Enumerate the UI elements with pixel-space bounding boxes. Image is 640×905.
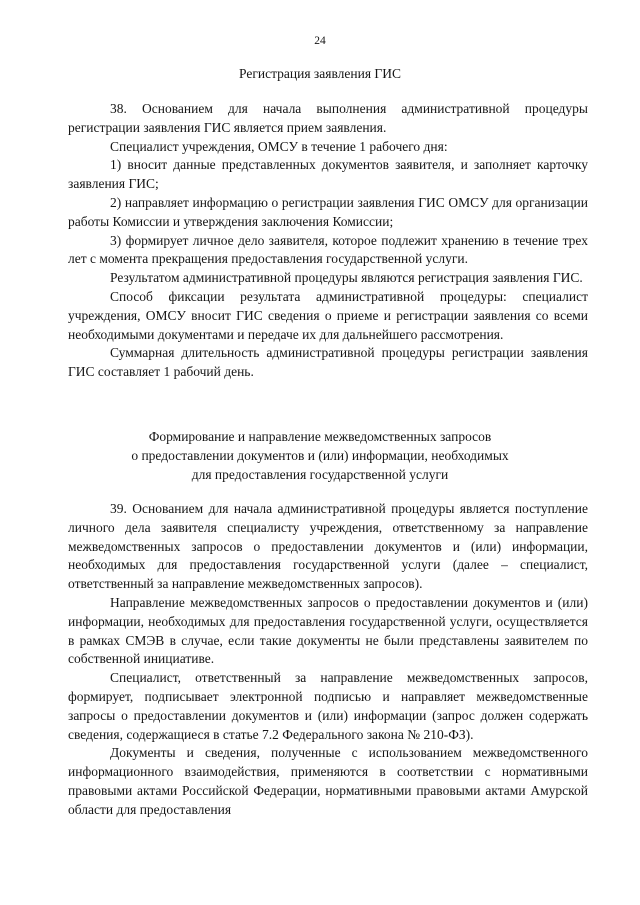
heading-line: Формирование и направление межведомственных запросов — [148, 429, 492, 444]
paragraph-item-2: 2) направляет информацию о регистрации заявления ГИС ОМСУ для организации работы Комиссии и утверждения заключения Комиссии; — [68, 194, 588, 229]
section-heading-interagency-requests — [60, 428, 580, 484]
paragraph-item-3: 3) формирует личное дело заявителя, которое подлежит хранению в течение трех лет с момента прекращения предоставления государственной услуги. — [68, 232, 588, 267]
paragraph-fixation-method: Способ фиксации результата административной процедуры: специалист учреждения, ОМСУ вносит ГИС сведения о приеме и регистрации заявления со всеми необходимыми документами и передаче их для дальнейшего рассмотрения. — [68, 288, 588, 342]
page-number: 24 — [314, 35, 326, 47]
paragraph-duration: Суммарная длительность административной процедуры регистрации заявления ГИС составляет 1 рабочий день. — [68, 345, 588, 380]
heading-line: для предоставления государственной услуги — [191, 466, 449, 482]
section-body-interagency-requests — [68, 500, 588, 820]
paragraph-39: 39. Основанием для начала административной процедуры является поступление личного дела заявителя специалисту учреждения, ответственному за направление межведомственных запросов о предоставлении документов и (или) информации, необходимых для предоставления государственной услуги (далее – специалист, ответственный за направление межведомственных запросов). — [68, 501, 588, 592]
paragraph-request-forming: Специалист, ответственный за направление межведомственных запросов, формирует, подписывает электронной подписью и направляет межведомственные запросы о предоставлении документов и (или) информации (запрос должен содержать сведения, содержащиеся в статье 7.2 Федерального закона № 210-ФЗ). — [68, 670, 588, 742]
paragraph-result: Результатом административной процедуры являются регистрация заявления ГИС. — [110, 270, 583, 286]
section-body-registration — [68, 100, 588, 382]
paragraph-38: 38. Основанием для начала выполнения административной процедуры регистрации заявления ГИС является прием заявления. — [68, 101, 588, 135]
paragraph-request-direction: Направление межведомственных запросов о предоставлении документов и (или) информации, необходимых для предоставления государственной услуги, осуществляется в рамках СМЭВ в случае, если такие документы не были представлены заявителем по собственной инициативе. — [68, 594, 588, 667]
heading-line: о предоставлении документов и (или) информации, необходимых — [131, 447, 509, 463]
heading-line: Регистрация заявления ГИС — [239, 66, 401, 81]
paragraph-documents-usage: Документы и сведения, полученные с использованием межведомственного информационного взаимодействия, применяются в соответствии с нормативными правовыми актами Российской Федерации, нормативными правовыми актами Амурской области для предоставления — [68, 745, 588, 817]
paragraph-specialist: Специалист учреждения, ОМСУ в течение 1 рабочего дня: — [110, 138, 448, 154]
paragraph-item-1: 1) вносит данные представленных документов заявителя, и заполняет карточку заявления ГИС; — [68, 157, 588, 192]
section-heading-registration — [60, 65, 580, 84]
